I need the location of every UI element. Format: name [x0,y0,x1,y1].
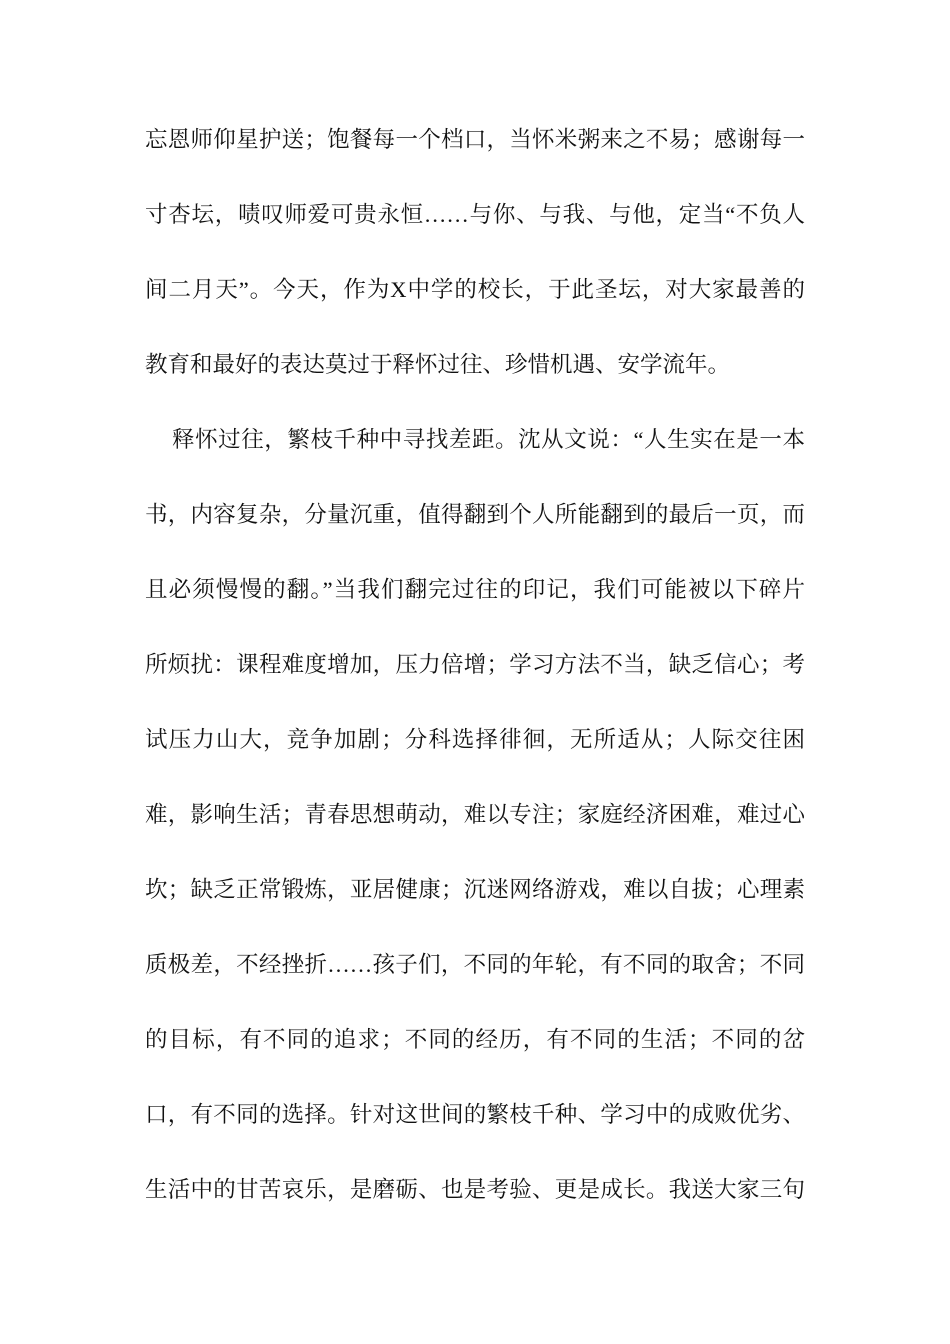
paragraph-2-line: 书，内容复杂，分量沉重，值得翻到个人所能翻到的最后一页，而 [145,502,805,527]
paragraph-2-line: 难，影响生活；青春思想萌动，难以专注；家庭经济困难，难过心 [145,802,805,827]
paragraph-2-line: 质极差，不经挫折……孩子们，不同的年轮，有不同的取舍；不同 [145,952,805,977]
paragraph-2-line: 试压力山大，竞争加剧；分科选择徘徊，无所适从；人际交往困 [145,727,805,752]
paragraph-2-line: 且必须慢慢的翻。”当我们翻完过往的印记，我们可能被以下碎片 [145,577,805,602]
paragraph-2-line: 坎；缺乏正常锻炼，亚居健康；沉迷网络游戏，难以自拔；心理素 [145,877,805,902]
paragraph-2-line: 的目标，有不同的追求；不同的经历，有不同的生活；不同的岔 [145,1027,805,1052]
paragraph-1-line: 间二月天”。今天，作为X中学的校长，于此圣坛，对大家最善的 [145,277,805,302]
paragraph-1-line: 教育和最好的表达莫过于释怀过往、珍惜机遇、安学流年。 [145,352,731,377]
paragraph-1-line: 寸杏坛，啧叹师爱可贵永恒……与你、与我、与他，定当“不负人 [145,202,805,227]
paragraph-1-line: 忘恩师仰星护送；饱餐每一个档口，当怀米粥来之不易；感谢每一 [145,127,805,152]
paragraph-2-line: 所烦扰：课程难度增加，压力倍增；学习方法不当，缺乏信心；考 [145,652,805,677]
paragraph-2-line: 释怀过往，繁枝千种中寻找差距。沈从文说：“人生实在是一本 [172,427,805,452]
paragraph-2-line: 口，有不同的选择。针对这世间的繁枝千种、学习中的成败优劣、 [145,1102,805,1127]
paragraph-2-line: 生活中的甘苦哀乐，是磨砺、也是考验、更是成长。我送大家三句 [145,1177,805,1202]
